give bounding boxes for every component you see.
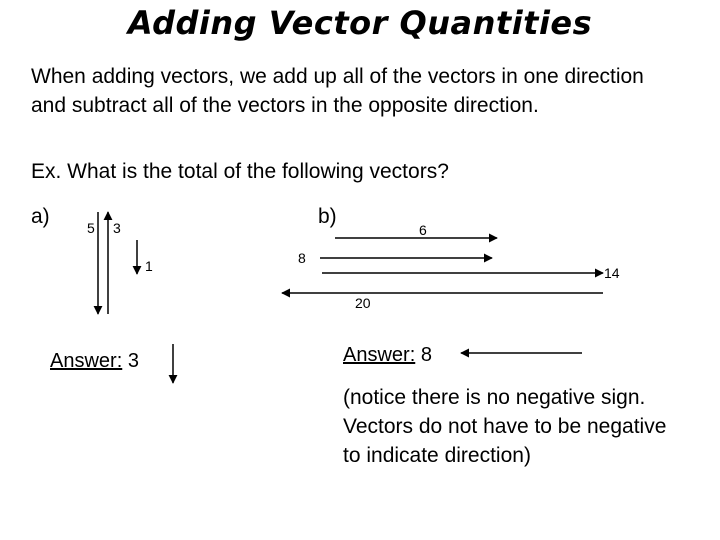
vector-label-5: 5 <box>87 220 95 236</box>
note-text: (notice there is no negative sign. Vectors do not have to be negative to indicate direction) <box>343 386 667 467</box>
vector-label-3: 3 <box>113 220 121 236</box>
vector-label-20: 20 <box>355 295 371 311</box>
part-b-label: b) <box>318 205 337 228</box>
answer-b-value: 8 <box>420 344 432 366</box>
example-question: Ex. What is the total of the following vectors? <box>31 160 449 183</box>
answer-a-value: 3 <box>127 350 139 372</box>
vector-label-8: 8 <box>298 250 306 266</box>
vector-label-1: 1 <box>145 258 153 274</box>
vector-label-14: 14 <box>604 265 620 281</box>
intro-paragraph: When adding vectors, we add up all of the vectors in one direction and subtract all of the vectors in the opposite direction. <box>31 65 644 117</box>
vector-label-6: 6 <box>419 222 427 238</box>
answer-a-label: Answer: <box>50 350 123 372</box>
part-a-label: a) <box>31 205 50 228</box>
answer-b-label: Answer: <box>343 344 416 366</box>
slide-title: Adding Vector Quantities <box>127 4 593 42</box>
